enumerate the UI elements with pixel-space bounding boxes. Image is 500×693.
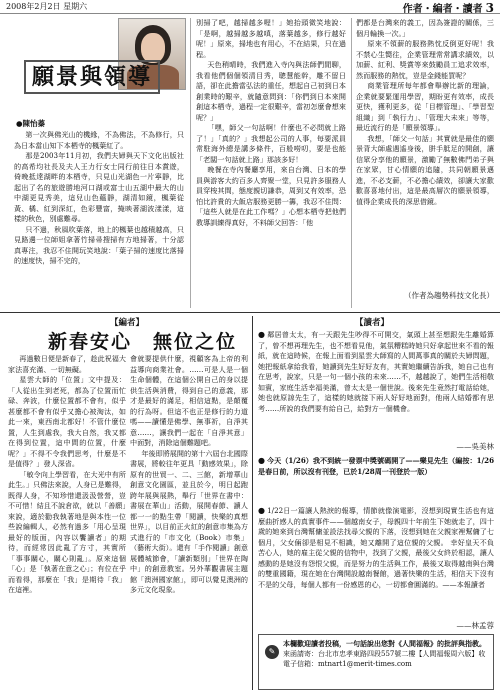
- column-divider: [190, 18, 191, 308]
- column-divider: [252, 316, 253, 690]
- column-divider: [351, 18, 352, 308]
- reader-letter-1-signature: ——吳美林: [456, 442, 494, 451]
- section-title: [403, 0, 494, 15]
- submission-address: 來函請寄：台北市忠孝東路四段557號二樓【人間福報周六版】收: [283, 650, 486, 658]
- article1-credit: （作者為趨勢科技文化長）: [404, 291, 494, 300]
- reader-letter-1: ● 鄰居曾太太，有一天跟先生吵得不可開交，氣頭上甚至想跟先生離婚算了，曾不想再理先生，也不想看見他，氣氛糟糕時她只好拿起世來不看的報紙，就在這時候，在報上面看到星雲大師寫的人間萬事真的關於夫婦問題，她把報紙拿給我看，她讀到先生好好友有，其實她繼續告訴我，她自己也有在思考，說家，只是一句一個小孩的未來……不，越越說了，她們生活相敬如賓，家庭生活幸福美滿，曾太太是一個世說。後來先生竟然打電話給她，她也就原諒先生了，這樣的她就接下兩人好好地面對，他兩人結婚都有思考……所說的我們要有給自己，給對方一個機會。: [258, 330, 494, 413]
- submission-notice: [258, 634, 494, 690]
- section-name: 作者・編者・讀者: [402, 4, 483, 15]
- article-title-newyear: 新春安心 無位之位: [48, 331, 238, 353]
- page-number: 3: [485, 1, 494, 15]
- article-author: ●陳怡蓁: [16, 119, 46, 128]
- submission-email: 電子信箱：mtnart1@merit-times.com: [283, 660, 412, 668]
- article-title-vision: 願景與領導: [24, 60, 160, 91]
- reader-letter-3: ● 1/22日一篇讓人熱淚的報導，情節就像演電影，沒想到現實生活也有這麼曲折感人的真實事件——個越南女子，母親四十年前生下她就走了，四十歲的她來到台灣幫傭並設法找尋父親的下落，沒想到她在父親家裡幫傭了七個月，父女倆卻是相見不相識，她又離開了這位親的父親。 幸好皇天不負苦心人，她的雇主從父親的信物中，找到了父親，最後父女終於相認，讓人感動的是她沒有怨恨父親，而是努力的生活與工作，最後又取得越南與台灣的雙重國籍，現在她在台灣開設越南餐館，過著快樂的生活，相信天下沒有不是的父母，每個人都有一份感恩的心，一切都會圓滿的。——本報讀者: [258, 506, 494, 589]
- pen-icon: ✎: [265, 645, 279, 659]
- reader-letter-2: ● 今天（1/26）我不到統一發票中獎號碼開了——樂見先生（編按：1/26是春日前，所以沒有刊登，已於1/28周一刊登於一版）: [258, 455, 494, 476]
- article1-column-1: 第一次與佛光山的機緣，不為佛法，不為修行，只為日本當山知下本栖寺的楓葉紅了。 那是2003年11月初，我們夫婦與天下文化出版社的高希均社長及夫人王力行女士同行前往日本賞遊，倚晚抵達湖畔的本栖寺，只見山光湖色一片寧靜，比起出了名的旅遊勝地河口湖或富士山五湖中最大的山中湖更見秀美，這兒山色蘊靜，湖清如鏡，楓葉從黃、橘、紅到深紅，色彩豐富，掩映著湖波漾漾，這樣的秋色，別處難尋。 只不過，秋風吹葉落，地上的楓葉也越積越高，只見路邊一位師姐拿著竹掃帚搜掃有方地掃著，十分認真專注，我忍不住開玩笑地說：「葉子掃的速度比落掃的速度快，掃不完的，: [14, 130, 184, 265]
- article2-column-1: 再過數日便是新春了，趁此祝福大家法喜充滿、一切無礙。 星雲大師的「位置」文中提及：「人從出生到老死，都為了位置而忙碌、奔波，什麼位置都不會有，似乎甚麼都不會有似乎又擔心被淘汰，如此一來，東西南北都好！不管什麼位置，人生到處我，我大自然，我又都在得到位置，這中間的位置，什麼呢？」不得不令我們思考，什麼是不是值得？」發人深省。 「敏令向上學習看，在大光中有所此生。」只佛法來說，人身已是難得，既得人身，不知珍惜還汲汲營營，豈不可惜！結且不說倉欲，就以「善願」來說，適於勸我執著地是與本性一位些說編輯人，必然有過多「用心呈現最好的版面，內容以饗讀者」的期待，而經常因此亂了方寸，其實所「事事關心，關心則亂」。原來這個「心」是「執著在意之心」；有位在乎而看得，那麼在「我」是期待「我」在這裡。: [8, 354, 126, 594]
- issue-date: 2008年2月2日 星期六: [6, 2, 88, 11]
- reader-letter-3-signature: ——林孟蓉: [456, 621, 494, 630]
- editor-tag: 【編者】: [110, 318, 145, 328]
- submission-text: 本欄歡迎讀者投稿，一句話說出您對《人間福報》的批評與指教。: [283, 639, 486, 648]
- article1-column-3: 們都是台灣來的義工，因為簽證的關係，三個月輪換一次。」 原來不領薪的服務熱忱反倒更好呢！我不禁心生嚮往，企業管理常常講求績效，以加薪、紅利、獎賞等來鼓勵員工追求效率，然而服務的熱忱，豈是金錢能買呢？ 商業管理所每年都會舉辦比新的理論，企業就要緊運用學習，期盼更有效率，成長更快，獲利更多，從「目標管理」、「學習型組織」到「執行力」、「管理大未來」等等，最近流行的是「願景領導」。 我想，「師父一句話」其實就是最佳的願景背大師處遇遙身後，胼手胝足的開創，讓信眾分享他的願景，激勵了無數佛門弟子與在家眾，甘心情願的追隨，共同朝願景邁進，不必支薪，不必擔心績效，卻讓大家歡歡喜喜地付出，這是最高層次的願景領導，值得企業成長的深思借鏡。: [356, 18, 494, 206]
- article2-column-2: 會就要提供什麼，視顧客為上帝的利益導向商業社會。……可是人是一個生命個體，在這個公開自己的身以提供生活與消費，得到自己的意義，那才是最好的滿足，相信這點，是顛覆的行為呀。但這不也正是修行的力道嗎——讀懂是佛學、無事祈，自淨其意……，讓我們一起在「自淨其意」中面對，消除這個難題吧。 年後即將展開的第十六屆台北國際書展，將較往年更具「動感效果」，除原有的世貿一、二、三館，新增華山創意文化園區，並且於今，明日起跑跨年展與展熱，舉行「世界在書中：書展在華山」活動，展開春節、讀人都一一的點生帶「閱讀，快樂的真想世界」，以目前正火紅的創意市集為方式進行的「市文化（Book）市集」（藝術大街）。還有「手作閱讀」創意展體城節會，「讀新類別」「世界在陶中」的創意教室。另外華觀書展主題館「澳洲國家館」，即可以覺見澳洲的多元文化現象。: [130, 354, 248, 594]
- readers-tag: 【讀者】: [355, 318, 390, 328]
- section-divider: [0, 312, 500, 313]
- article1-column-2: 別掃了吧，越掃越多喔！」她抬頭微笑地說：「是啊，越掃越多越嗔，落葉越多，修行越好呢！」原來，掃地也有用心，不在結果，只在過程。 天色稍晴時，我們進入寺內與法師們閒聊，我看他們個個領清目秀，聰慧能幹，雕不留日語，卻在此擔當弘法的重任，想起自己初到日本創業時的艱辛，就隨意問到：「你們到日本來開創這本栖寺，過程一定很艱辛，當初怎麼會想來呢？」 「嘿，師父一句話啊！什麼也不必問就上路了！」「真的？」我想起公司的人事，每要派員常駐海外總是講多條件，百般嘮叨，要是也能「老闆一句話就上路」那該多好！ 晚餐在寺內餐廳享用，來自台灣、日本的學員與游客大約百多人齊聚一堂，只見許多服務人員穿梭其間，態度親切謙恭，周到又有效率，恐怕比許貴的大飯店服務更勝一籌，我忍不住問：「這些人就是在此工作嗎？」心想本栖寺把他們教導訓練得真好，不料師父回答：「他: [196, 18, 346, 227]
